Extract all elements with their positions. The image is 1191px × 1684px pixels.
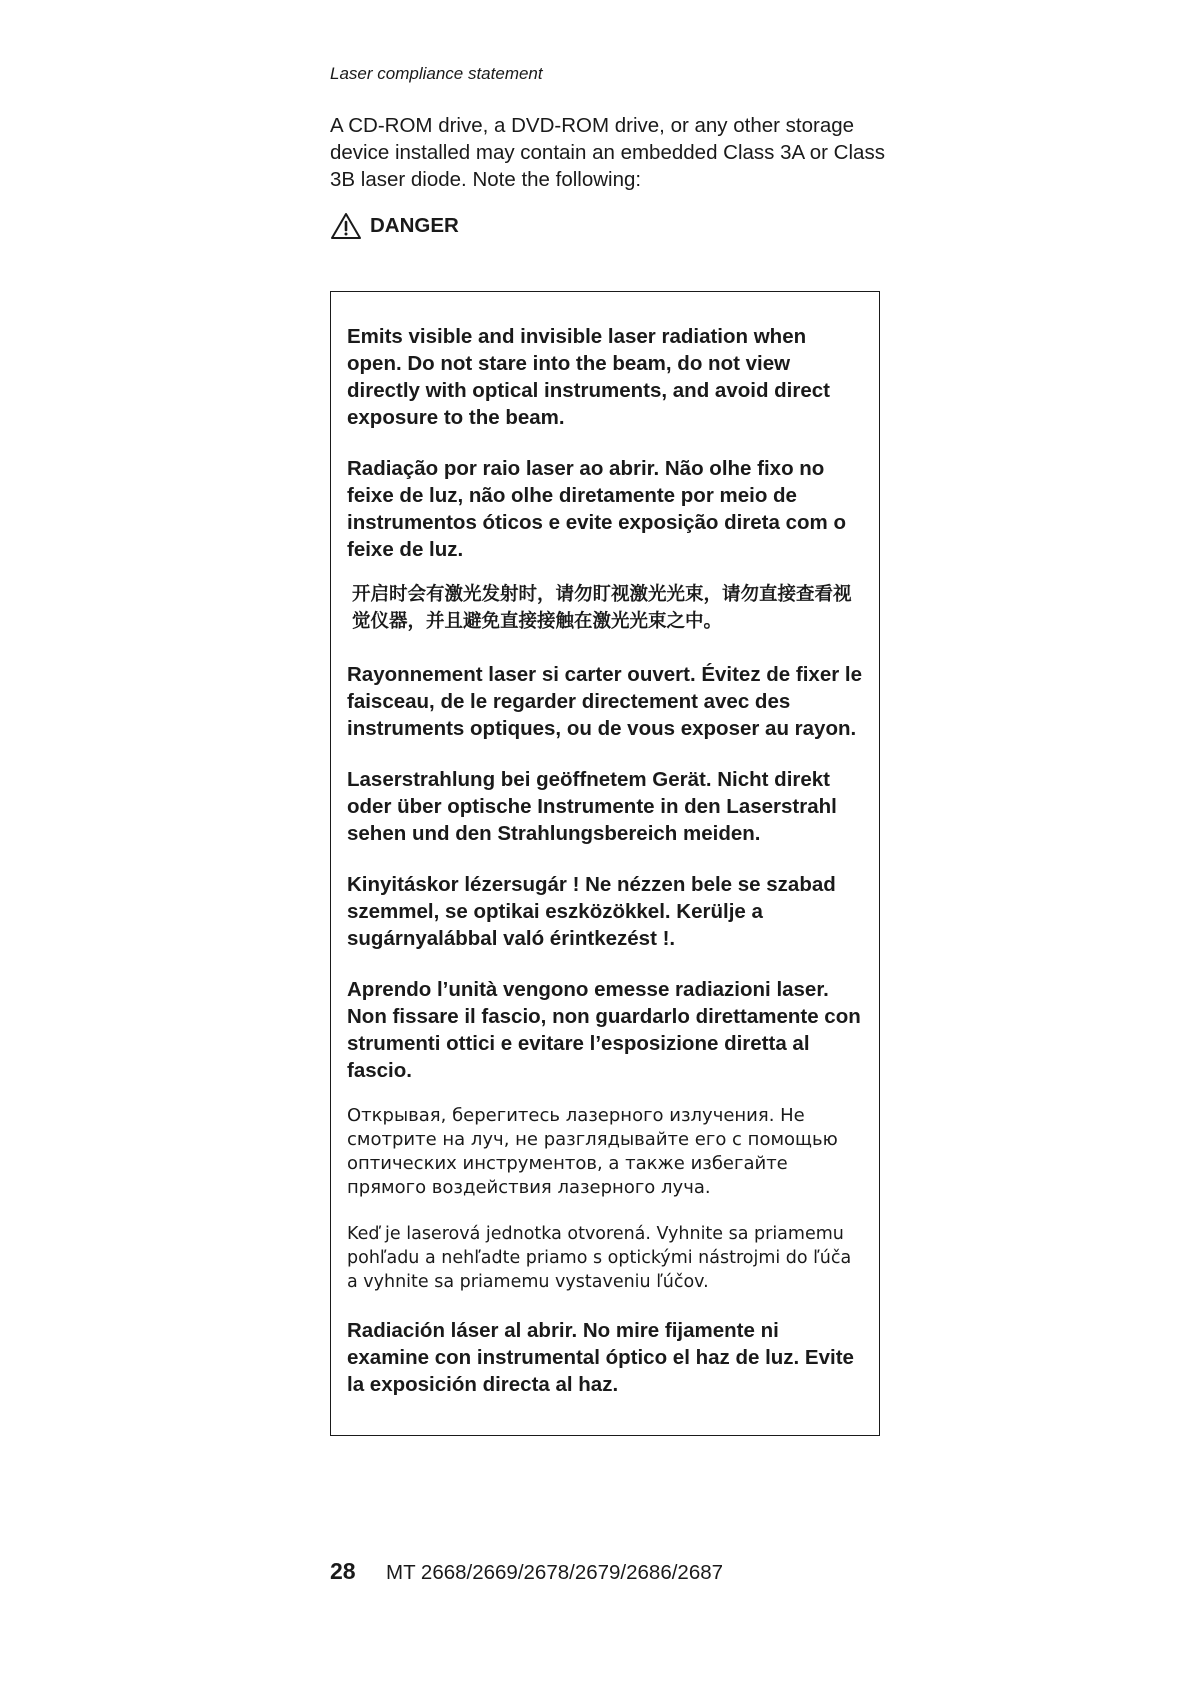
warning-french: Rayonnement laser si carter ouvert. Évitez de fixer le faisceau, de le regarder directement avec des instruments optiques, ou de vous exposer au rayon. <box>347 663 862 740</box>
danger-label: DANGER <box>370 214 459 237</box>
warning-slovak: Keď je laserová jednotka otvorená. Vyhnite sa priamemu pohľadu a nehľadte priamo s optickými nástrojmi do ľúča a vyhnite sa priamemu vystaveniu ľúčov. <box>347 1224 852 1292</box>
page-number: 28 <box>330 1558 356 1584</box>
laser-warning-box <box>330 291 880 1436</box>
warning-triangle-icon <box>330 212 362 240</box>
warning-chinese: 开启时会有激光发射时，请勿盯视激光光束，请勿直接查看视觉仪器，并且避免直接接触在激光光束之中。 <box>352 584 852 632</box>
running-head: Laser compliance statement <box>330 64 543 83</box>
warning-german: Laserstrahlung bei geöffnetem Gerät. Nicht direkt oder über optische Instrumente in den Laserstrahl sehen und den Strahlungsbereich meiden. <box>347 768 837 845</box>
warning-russian: Открывая, берегитесь лазерного излучения. Не смотрите на луч, не разглядывайте его с помощью оптических инструментов, а также избегайте прямого воздействия лазерного луча. <box>347 1105 838 1198</box>
danger-heading <box>330 212 459 240</box>
warning-italian: Aprendo l’unità vengono emesse radiazioni laser. Non fissare il fascio, non guardarlo direttamente con strumenti ottici e evitare l’esposizione diretta al fascio. <box>347 978 861 1082</box>
intro-paragraph: A CD-ROM drive, a DVD-ROM drive, or any other storage device installed may contain an embedded Class 3A or Class 3B laser diode. Note the following: <box>330 114 885 191</box>
warning-english: Emits visible and invisible laser radiation when open. Do not stare into the beam, do not view directly with optical instruments, and avoid direct exposure to the beam. <box>347 325 830 429</box>
warning-portuguese: Radiação por raio laser ao abrir. Não olhe fixo no feixe de luz, não olhe diretamente por meio de instrumentos óticos e evite exposição direta com o feixe de luz. <box>347 457 846 561</box>
page-footer <box>330 1558 723 1585</box>
warning-hungarian: Kinyitáskor lézersugár ! Ne nézzen bele se szabad szemmel, se optikai eszközökkel. Kerülje a sugárnyalábbal való érintkezést !. <box>347 873 836 950</box>
machine-type-label: MT 2668/2669/2678/2679/2686/2687 <box>386 1561 724 1584</box>
warning-spanish: Radiación láser al abrir. No mire fijamente ni examine con instrumental óptico el haz de luz. Evite la exposición directa al haz. <box>347 1319 854 1396</box>
